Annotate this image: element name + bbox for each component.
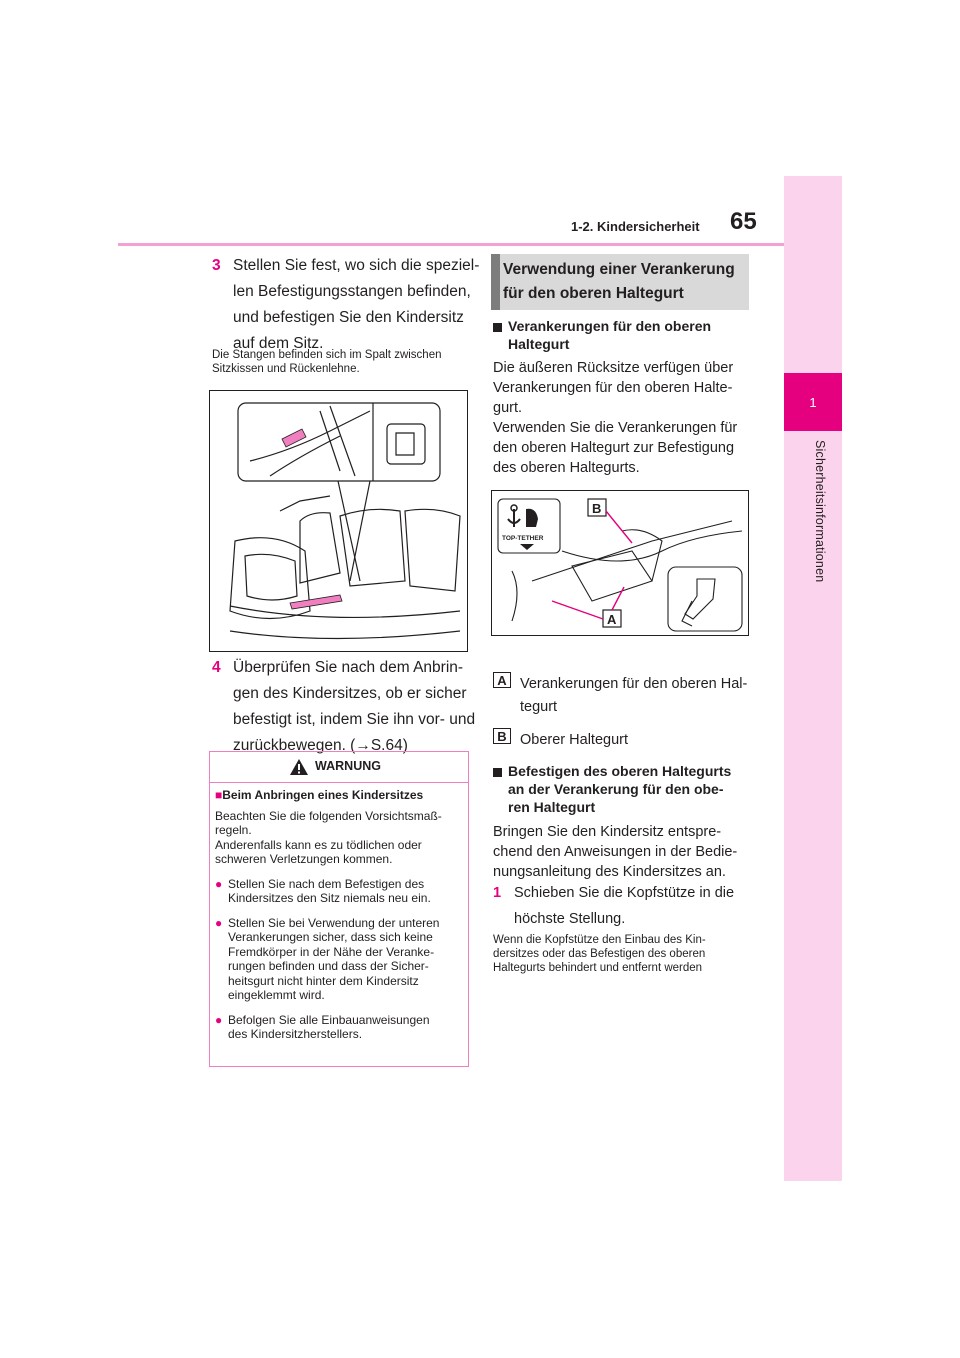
paragraph-3: Bringen Sie den Kindersitz entspre- chend den Anweisungen in der Bedie- nungsanleitung des Kindersitzes an. <box>493 824 738 880</box>
warning-heading: ■Beim Anbringen eines Kindersitzes <box>215 788 424 802</box>
step-line: und befestigen Sie den Kindersitz <box>233 309 464 326</box>
top-tether-illustration <box>492 491 748 635</box>
legend-key-a: A <box>493 672 511 688</box>
circle-bullet-icon: ● <box>215 876 223 891</box>
warning-intro: Beachten Sie die folgenden Vorsichtsmaß- regeln. Anderenfalls kann es zu tödlichen oder schweren Verletzungen kommen. <box>215 808 442 866</box>
section-title-bar <box>491 254 500 310</box>
section-header: 1-2. Kindersicherheit <box>571 219 700 234</box>
step-line: Überprüfen Sie nach dem Anbrin- <box>233 659 464 676</box>
subheading-2: Befestigen des oberen Haltegurts an der Verankerung für den obe- ren Haltegurt <box>493 762 753 816</box>
step-line: gen des Kindersitzes, ob er sicher <box>233 685 467 702</box>
page-number: 65 <box>730 208 757 235</box>
legend-key-b: B <box>493 728 511 744</box>
figure-label-a: A <box>607 612 617 627</box>
warning-content <box>215 788 467 1042</box>
warning-header <box>209 751 469 783</box>
note-1: Wenn die Kopfstütze den Einbau des Kin- dersitzes oder das Befestigen des oberen Haltegurts behindert und entfernt werden <box>493 934 706 974</box>
circle-bullet-icon: ● <box>215 1012 223 1027</box>
warning-icon <box>289 758 309 776</box>
chapter-label: Sicherheitsinformationen <box>813 440 827 583</box>
step-line: Stellen Sie fest, wo sich die speziel- <box>233 257 480 274</box>
top-tether-icon <box>502 505 544 550</box>
step-line: len Befestigungsstangen befinden, <box>233 283 471 300</box>
step-line: auf dem Sitz. <box>233 335 324 352</box>
header-rule <box>118 243 784 246</box>
rear-seat-illustration <box>210 391 467 651</box>
square-bullet-icon: ■ <box>215 788 223 802</box>
square-bullet-icon <box>493 768 502 777</box>
square-bullet-icon <box>493 323 502 332</box>
circle-bullet-icon: ● <box>215 915 223 930</box>
step-line: zurückbewegen. (→S.64) <box>233 737 408 754</box>
figure-rear-seat-child-seat <box>209 390 468 652</box>
note: Die Stangen befinden sich im Spalt zwischen Sitzkissen und Rückenlehne. <box>212 349 442 375</box>
warning-bullet: ● Stellen Sie bei Verwendung der unteren Verankerungen sicher, dass sich keine Fremdkörper in der Nähe der Veranke- rungen befinden und dass der Sicher- heitsgurt nicht hinter dem Kindersitz eingeklemmt wird. <box>215 915 440 1002</box>
paragraph-2: Verwenden Sie die Verankerungen für den oberen Haltegurt zur Befestigung des oberen Haltegurts. <box>493 420 738 476</box>
subheading-1: Verankerungen für den oberen Haltegurt <box>493 317 753 353</box>
side-tab <box>784 176 842 1181</box>
chapter-number: 1 <box>784 373 842 431</box>
step-line: befestigt ist, indem Sie ihn vor- und <box>233 711 476 728</box>
warning-bullet: ● Stellen Sie nach dem Befestigen des Kindersitzes den Sitz niemals neu ein. <box>215 876 431 905</box>
warning-bullet: ● Befolgen Sie alle Einbauanweisungen des Kindersitzherstellers. <box>215 1012 430 1041</box>
figure-label-b: B <box>592 501 602 516</box>
warning-title: WARNUNG <box>315 759 381 773</box>
figure-top-tether <box>491 490 749 636</box>
paragraph-1: Die äußeren Rücksitze verfügen über Verankerungen für den oberen Halte- gurt. <box>493 360 734 416</box>
top-tether-label: TOP-TETHER <box>502 535 544 542</box>
section-title: Verwendung einer Verankerung für den oberen Haltegurt <box>503 261 735 302</box>
